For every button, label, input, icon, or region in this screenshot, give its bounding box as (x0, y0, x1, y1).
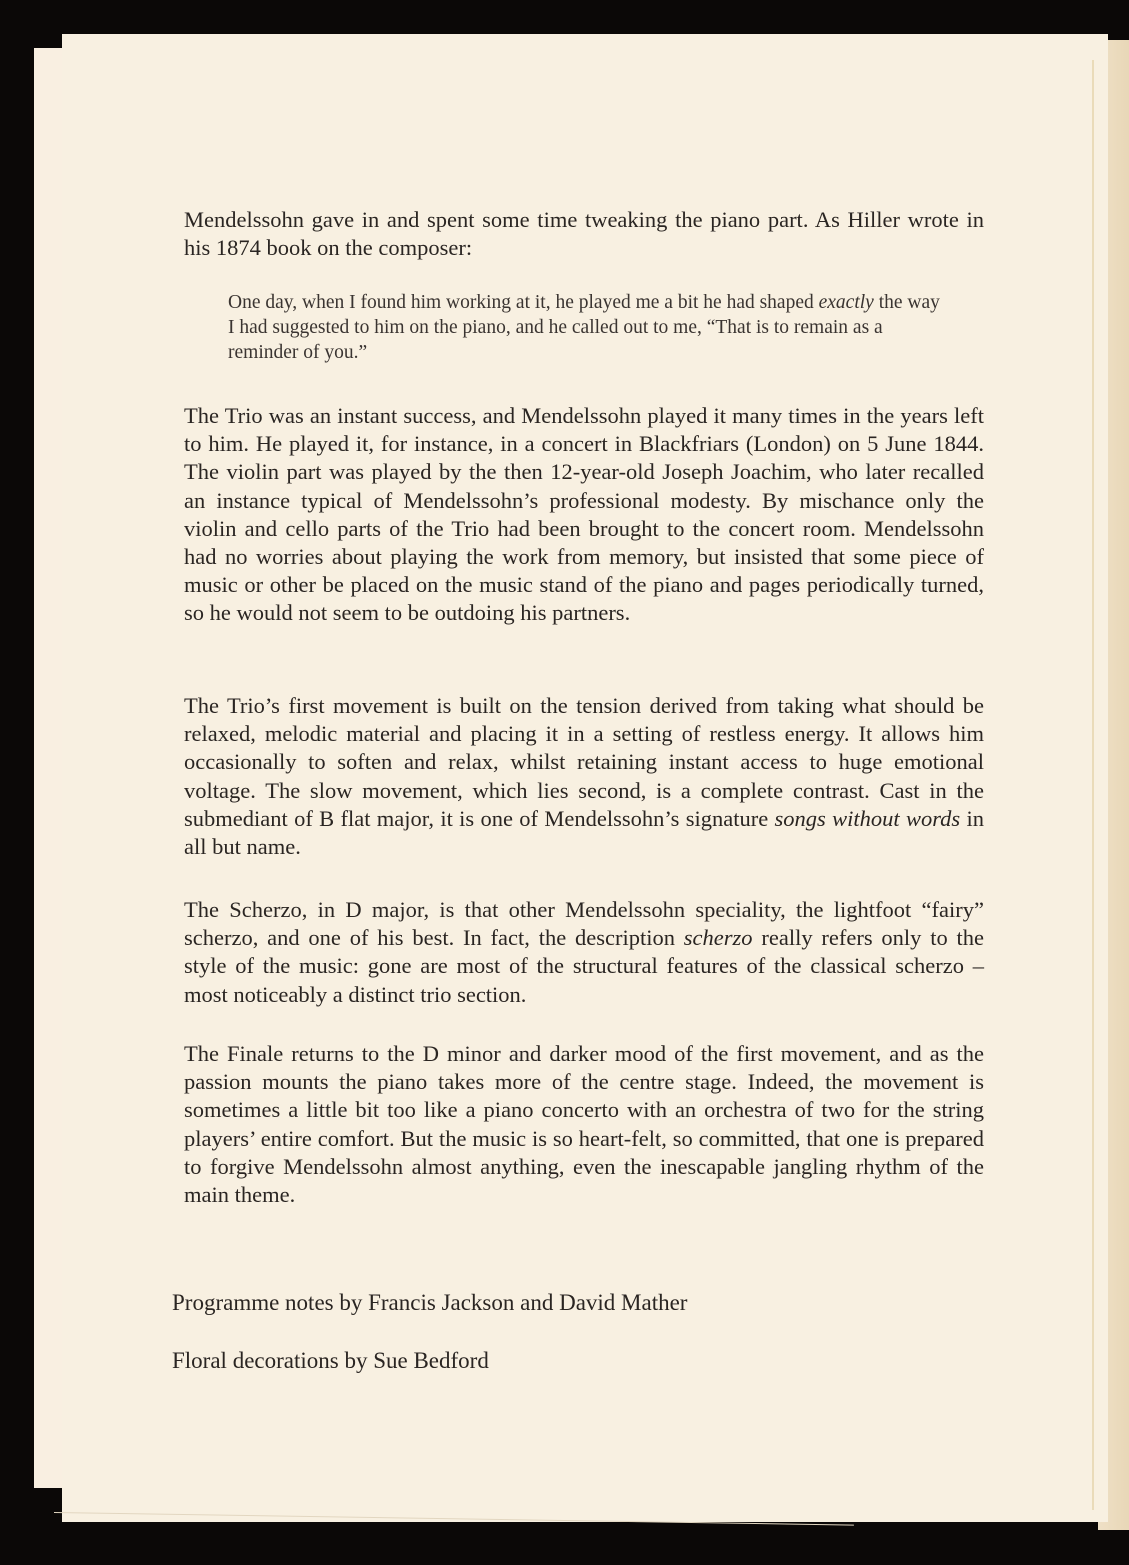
page-fold (1092, 60, 1094, 1510)
intro-text: Mendelssohn gave in and spent some time tweaking the piano part. As Hiller wrote in his 1874 book on the composer: (184, 207, 984, 261)
quote-text (228, 290, 948, 365)
hiller-quote (228, 290, 948, 365)
paragraph-text: The Trio was an instant success, and Mendelssohn played it many times in the years left to him. He played it, for instance, in a concert in Blackfriars (London) on 5 June 1844. The violin part was played by the then 12-year-old Joseph Joachim, who later recalled an instance typical of Mendelssohn’s professional modesty. By mischance only the violin and cello parts of the Trio had been brought to the concert room. Mendelssohn had no worries about playing the work from memory, but insisted that some piece of music or other be placed on the music stand of the piano and pages periodically turned, so he would not seem to be outdoing his partners. (184, 403, 984, 626)
programme-notes-credit: Programme notes by Francis Jackson and David Mather (172, 1290, 688, 1315)
quote-part: the way I had suggested to him on the piano, and he called out to me, “That is to remain as a reminder of you.” (228, 292, 940, 363)
quote-emphasis: exactly (818, 292, 874, 313)
paragraph-part: in all but name. (184, 805, 984, 860)
paragraph-success (184, 402, 984, 628)
intro-paragraph (184, 206, 984, 262)
paragraph-emphasis: scherzo (683, 925, 753, 951)
paragraph-emphasis: songs without words (774, 805, 961, 831)
paragraph-scherzo (184, 896, 984, 1009)
paragraph-part: The Scherzo, in D major, is that other Mendelssohn speciality, the lightfoot “fairy” scherzo, and one of his best. In fact, the description (184, 897, 984, 951)
paragraph-text (184, 896, 984, 1009)
underlying-page-edge (34, 48, 64, 1488)
quote-part: One day, when I found him working at it, he played me a bit he had shaped (228, 292, 819, 313)
floral-credit: Floral decorations by Sue Bedford (172, 1348, 489, 1373)
paragraph-finale (184, 1040, 984, 1209)
paragraph-part: really refers only to the style of the music: gone are most of the structural features of the classical scherzo – most noticeably a distinct trio section. (184, 925, 984, 1007)
paragraph-text: The Finale returns to the D minor and darker mood of the first movement, and as the passion mounts the piano takes more of the centre stage. Indeed, the movement is sometimes a little bit too like a piano concerto with an orchestra of two for the string players’ entire comfort. But the music is so heart-felt, so committed, that one is prepared to forgive Mendelssohn almost anything, even the inescapable jangling rhythm of the main theme. (184, 1041, 984, 1208)
paragraph-text (184, 692, 984, 861)
paragraph-part: The Trio’s first movement is built on the tension derived from taking what should be relaxed, melodic material and placing it in a setting of restless energy. It allows him occasionally to soften and relax, whilst retaining instant access to huge emotional voltage. The slow movement, which lies second, is a complete contrast. Cast in the submediant of B flat major, it is one of Mendelssohn’s signature (184, 693, 984, 831)
paragraph-first-movement (184, 692, 984, 861)
